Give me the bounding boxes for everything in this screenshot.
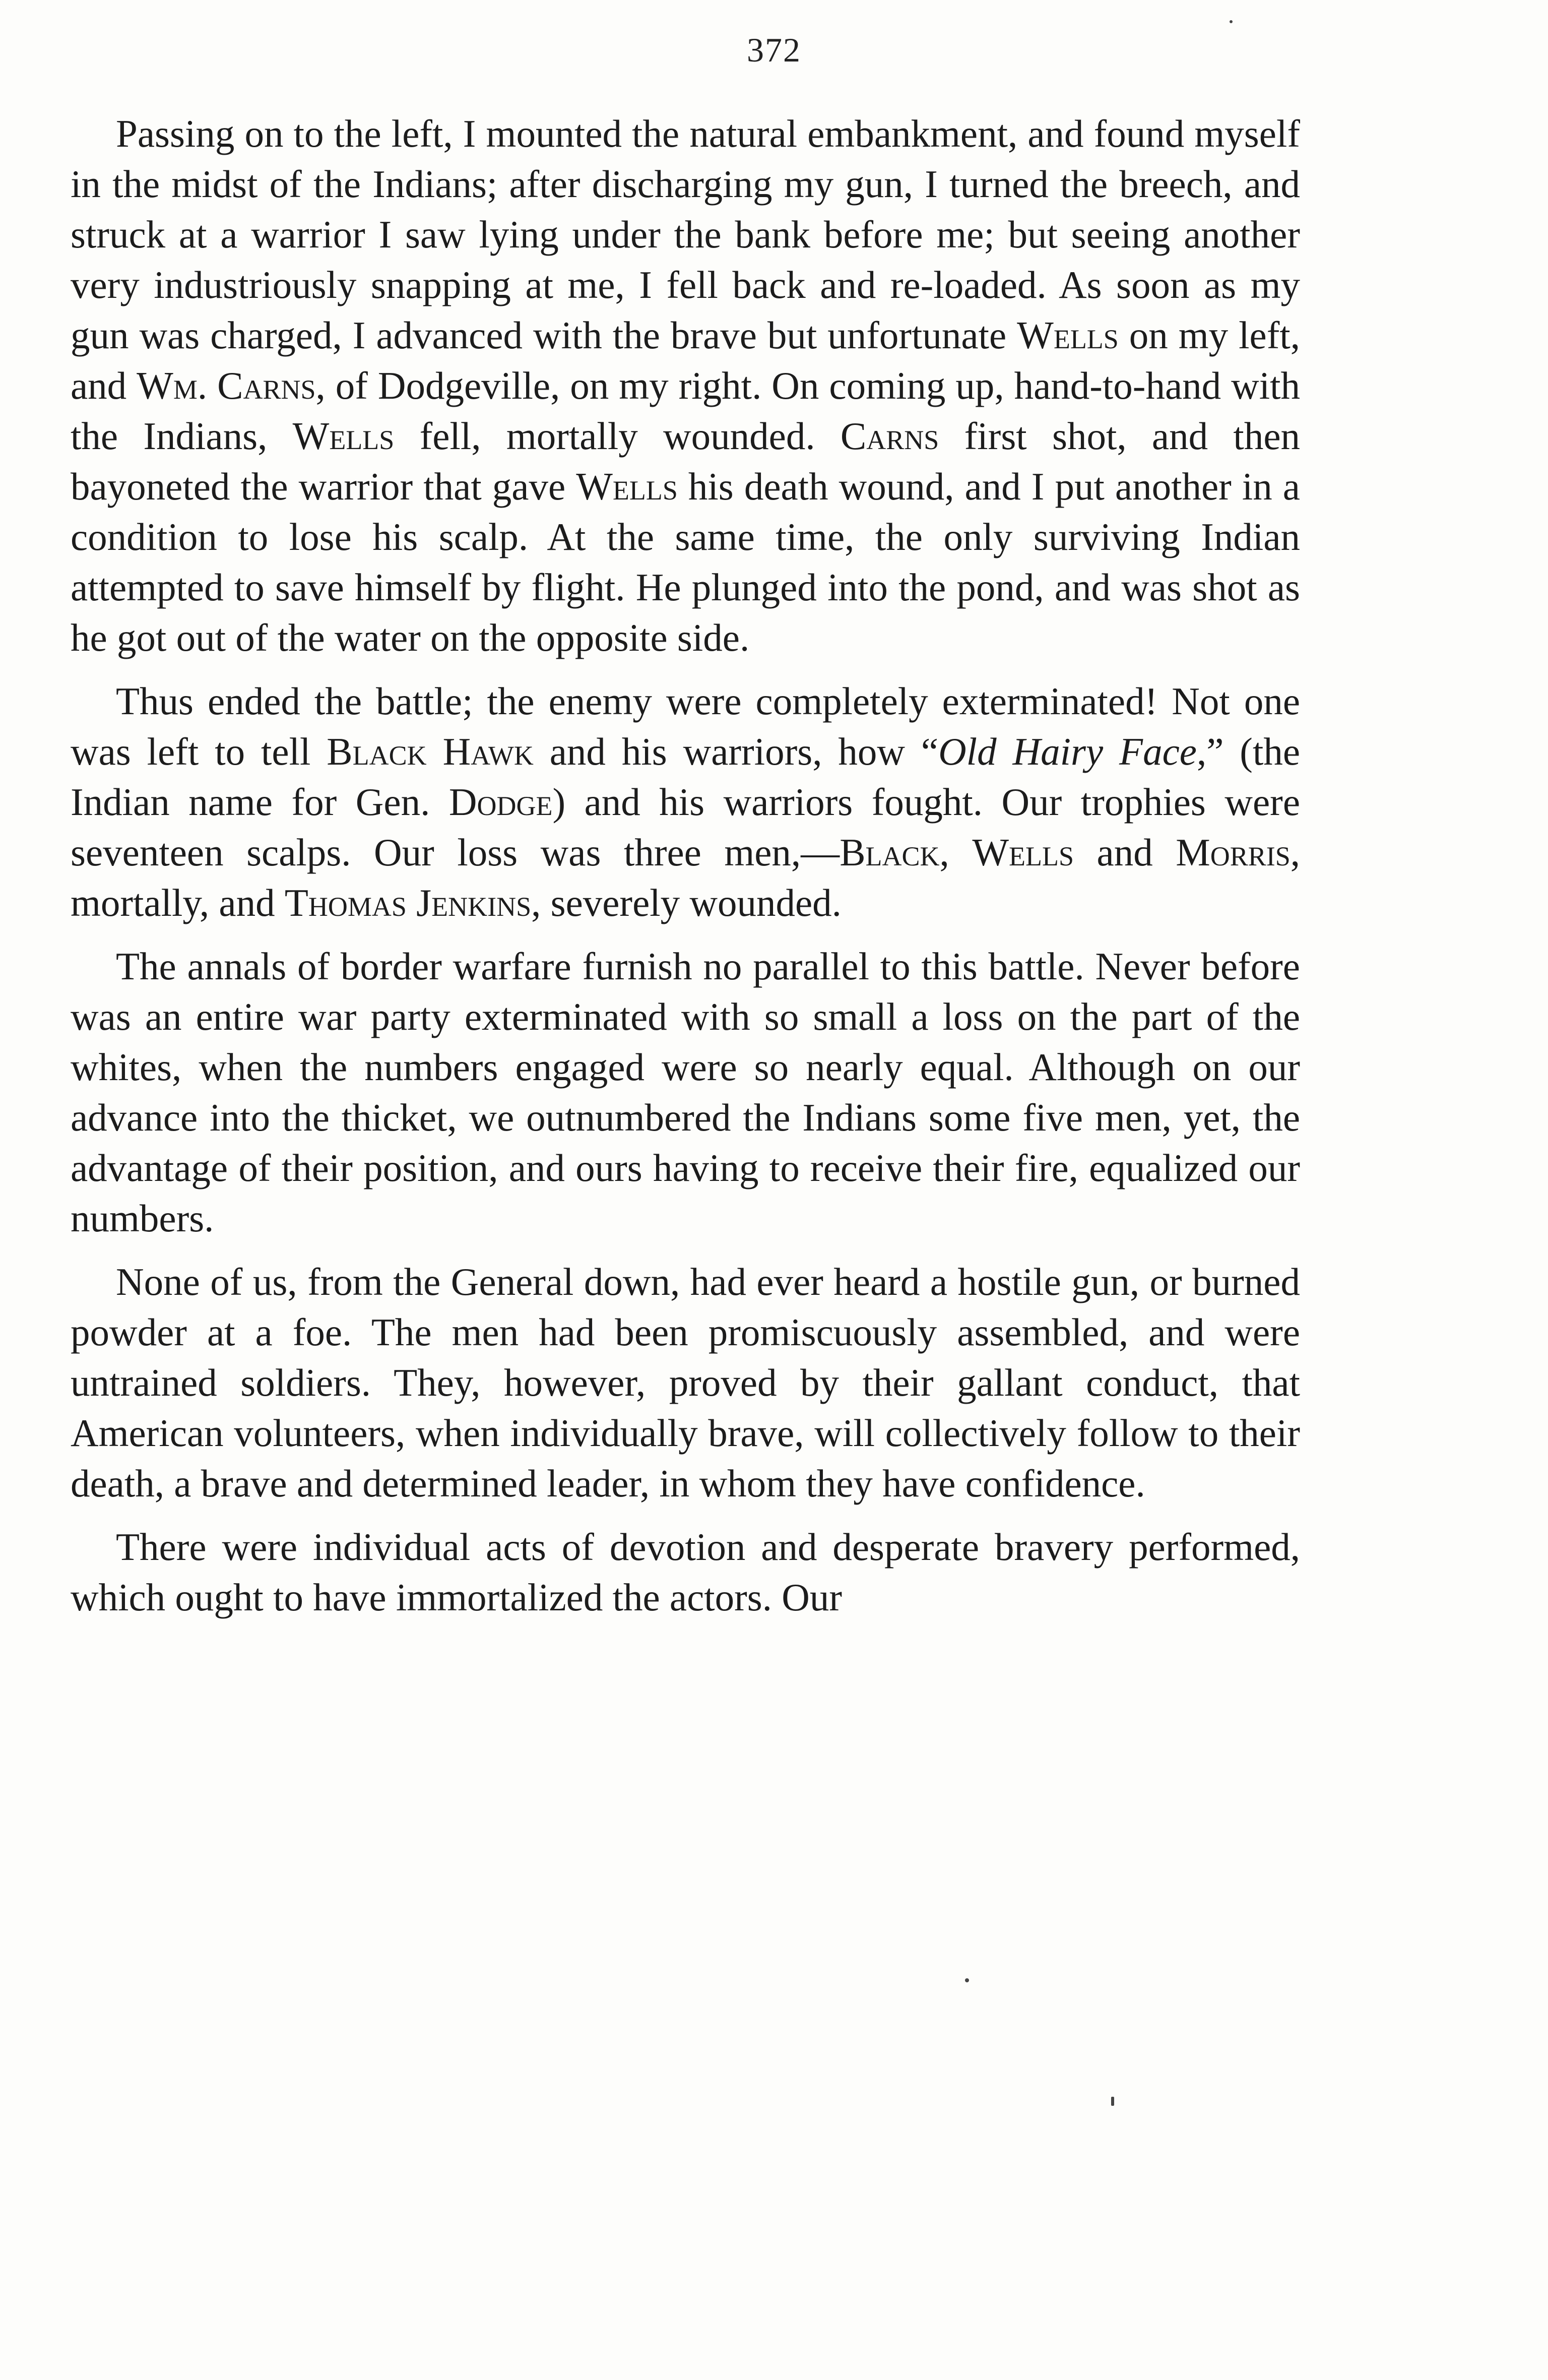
- proper-name: Morris: [1176, 831, 1291, 874]
- text-run: and: [1074, 831, 1176, 874]
- proper-name: Wells: [972, 831, 1074, 874]
- paragraph: [71, 1257, 1300, 1509]
- text-run: , severely wounded.: [531, 881, 842, 924]
- proper-name: Dodge: [448, 780, 553, 824]
- proper-name: Carns: [840, 414, 939, 458]
- proper-name: Black Hawk: [327, 730, 534, 773]
- text-run: fell, mortally wounded.: [394, 414, 841, 458]
- italic-text: Old Hairy Face: [938, 730, 1197, 773]
- proper-name: Wells: [576, 465, 678, 508]
- body-text: [71, 108, 1300, 1636]
- scan-speck: [965, 1978, 969, 1982]
- text-run: ,” (the Indian name for Gen.: [71, 730, 1301, 824]
- text-run: , of Dodgeville, on my right. On coming up, hand-to-hand with the Indians,: [71, 364, 1301, 458]
- text-run: his death wound, and I put another in a condition to lose his scalp. At the same time, the only surviving Indian attempted to save himself by flight. He plunged into the pond, and was shot as he got out of the water on the opposite side.: [71, 465, 1300, 659]
- text-run: None of us, from the General down, had ever heard a hostile gun, or burned powder at a foe. The men had been promiscuously assembled, and were untrained soldiers. They, however, proved by their gallant conduct, that American volunteers, when individually brave, will collectively follow to their death, a brave and determined leader, in whom they have confidence.: [71, 1260, 1300, 1505]
- text-run: ) and his warriors fought. Our trophies were seventeen scalps. Our loss was three men,—: [71, 780, 1300, 874]
- text-run: Thus ended the battle; the enemy were completely exterminated! Not one was left to tell: [71, 679, 1300, 773]
- text-run: on my left, and: [71, 314, 1300, 407]
- paragraph: [71, 941, 1300, 1243]
- text-run: , mortally, and: [71, 831, 1300, 924]
- scan-speck: [1111, 2097, 1114, 2106]
- text-run: and his warriors, how “: [533, 730, 939, 773]
- text-run: The annals of border warfare furnish no parallel to this battle. Never before was an entire war party exterminated with so small a loss on the part of the whites, when the numbers engaged were so nearly equal. Although on our advance into the thicket, we outnumbered the Indians some five men, yet, the advantage of their position, and ours having to receive their fire, equalized our numbers.: [71, 945, 1300, 1240]
- text-run: There were individual acts of devotion and desperate bravery performed, which ought to have immortalized the actors. Our: [71, 1525, 1300, 1619]
- paragraph: [71, 676, 1300, 928]
- text-run: ,: [939, 831, 973, 874]
- proper-name: Thomas Jenkins: [284, 881, 532, 924]
- paragraph: [71, 108, 1300, 663]
- proper-name: Wells: [1017, 314, 1119, 357]
- text-run: Passing on to the left, I mounted the natural embankment, and found myself in the midst of the Indians; after discharging my gun, I turned the breech, and struck at a warrior I saw lying under the bank before me; but seeing another very industriously snapping at me, I fell back and re-loaded. As soon as my gun was charged, I advanced with the brave but unfortunate: [71, 112, 1300, 357]
- proper-name: Wm. Carns: [137, 364, 316, 407]
- page-number: 372: [747, 31, 801, 69]
- text-run: first shot, and then bayoneted the warrior that gave: [71, 414, 1301, 508]
- paragraph: [71, 1522, 1300, 1622]
- proper-name: Wells: [292, 414, 395, 458]
- scan-speck: [1230, 20, 1233, 23]
- proper-name: Black: [840, 831, 940, 874]
